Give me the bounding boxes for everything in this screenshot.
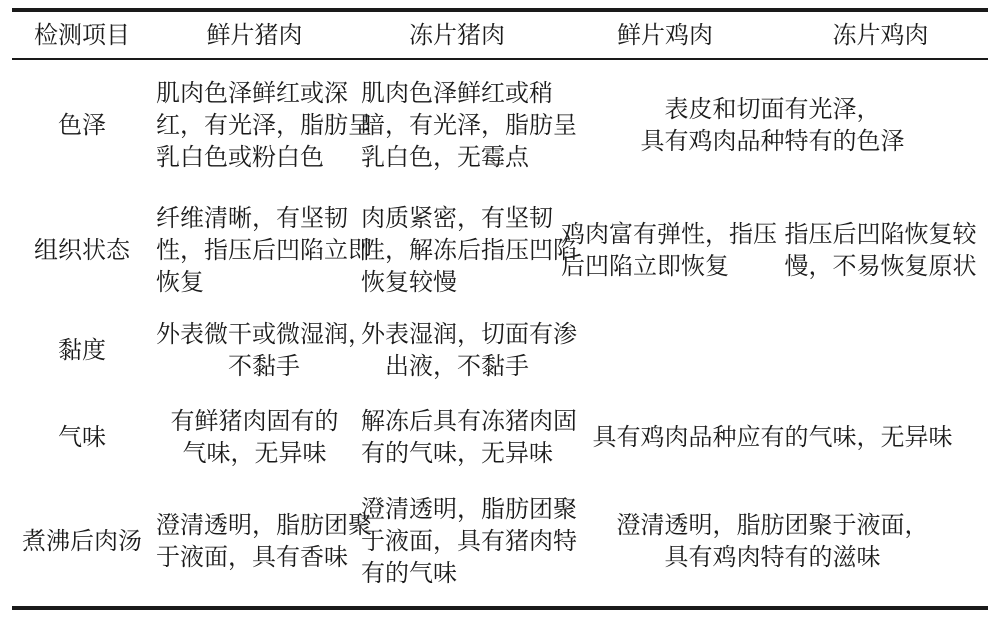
table-row [12,60,988,190]
cell-frozen-pork: 肉质紧密，有坚韧 性，解冻后指压凹陷 恢复较慢 [361,204,577,296]
cell-chicken-merged: 澄清透明，脂肪团聚于液面， 具有鸡肉特有的滋味 [616,511,929,571]
cell-fresh-pork: 澄清透明，脂肪团聚 于液面，具有香味 [156,511,372,571]
cell-frozen-pork: 外表湿润，切面有渗 出液，不黏手 [361,320,577,380]
header-fresh-pork: 鲜片猪肉 [206,21,303,49]
row-item-color: 色泽 [58,111,106,139]
cell-frozen-pork: 澄清透明，脂肪团聚 于液面，具有猪肉特 有的气味 [361,495,577,587]
cell-chicken-merged: 表皮和切面有光泽， 具有鸡肉品种特有的色泽 [640,95,905,155]
bottom-rule [12,606,988,610]
header-fresh-chicken: 鲜片鸡肉 [617,21,713,49]
cell-fresh-pork: 外表微干或微湿润， 不黏手 [156,320,372,380]
row-item-broth: 煮沸后肉汤 [22,527,142,555]
header-frozen-chicken: 冻片鸡肉 [832,21,929,49]
header-item: 检测项目 [34,21,130,49]
cell-frozen-chicken: 指压后凹陷恢复较 慢，不易恢复原状 [784,220,977,280]
cell-fresh-chicken [557,310,773,390]
cell-frozen-chicken [773,310,988,390]
cell-fresh-pork: 肌肉色泽鲜红或深 红，有光泽，脂肪呈 乳白色或粉白色 [156,79,372,171]
cell-frozen-pork: 肌肉色泽鲜红或稍 暗，有光泽，脂肪呈 乳白色，无霉点 [361,79,577,171]
header-row [12,12,988,58]
table-row [12,190,988,310]
cell-fresh-pork: 纤维清晰，有坚韧 性，指压后凹陷立即 恢复 [156,204,372,296]
table-row [12,484,988,598]
table-row [12,390,988,484]
table-row [12,310,988,390]
cell-fresh-chicken: 鸡肉富有弹性，指压 后凹陷立即恢复 [561,220,777,280]
row-item-viscosity: 黏度 [58,336,106,364]
row-item-odor: 气味 [58,423,106,451]
header-frozen-pork: 冻片猪肉 [409,21,505,49]
inspection-table [12,12,988,598]
cell-fresh-pork: 有鲜猪肉固有的 气味，无异味 [170,407,339,467]
cell-frozen-pork: 解冻后具有冻猪肉固 有的气味，无异味 [361,407,577,467]
cell-chicken-merged: 具有鸡肉品种应有的气味，无异味 [592,423,953,451]
row-item-texture: 组织状态 [34,236,130,264]
